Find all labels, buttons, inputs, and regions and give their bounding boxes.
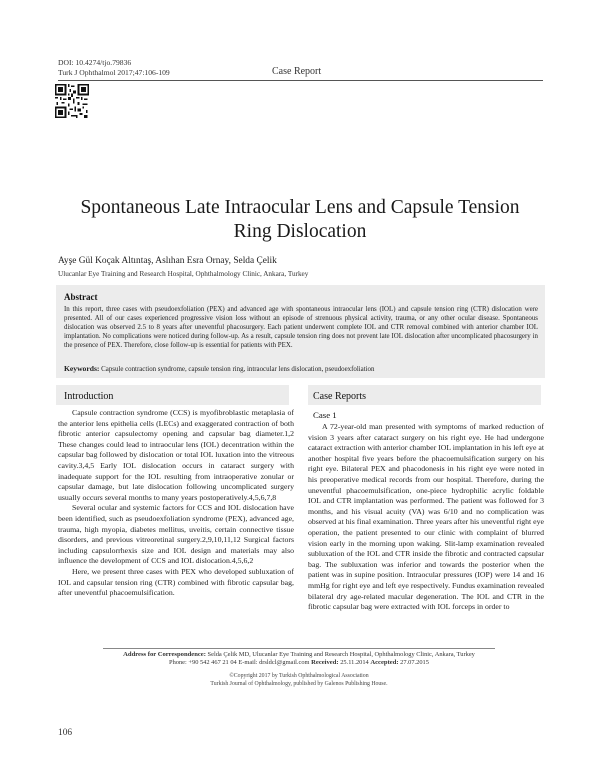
affiliation: Ulucanlar Eye Training and Research Hospital, Ophthalmology Clinic, Ankara, Turkey xyxy=(58,270,309,278)
accepted-date: 27.07.2015 xyxy=(400,659,429,667)
footer-divider xyxy=(103,648,495,649)
section-label: Case Report xyxy=(272,66,322,77)
case-reports-column xyxy=(308,422,544,613)
title-line-1: Spontaneous Late Intraocular Lens and Capsule Tension xyxy=(80,197,520,218)
accepted-label: Accepted: xyxy=(370,659,399,667)
copyright-line-1: ©Copyright 2017 by Turkish Ophthalmological Association xyxy=(229,673,369,679)
abstract-heading: Abstract xyxy=(64,292,98,302)
doi: DOI: 10.4274/tjo.79836 xyxy=(58,58,132,67)
case-reports-heading: Case Reports xyxy=(313,391,367,402)
copyright-line-2: Turkish Journal of Ophthalmology, published by Galenos Publishing House. xyxy=(210,681,388,687)
intro-paragraph-1: Capsule contraction syndrome (CCS) is myofibroblastic metaplasia of the anterior lens epithelia cells (LECs) and exaggerated contraction of both fibrotic anterior capsulectomy opening and capsular bag diameter.1,2 These changes could lead to intraocular lens (IOL) decentration within the capsular bag followed by dislocation or total IOL luxation into the vitreous cavity.3,4,5 Early IOL dislocation occurs in cataract surgery with inadequate support for the IOL resulting from intraoperative zonular or capsular damage, but late dislocation following uncomplicated surgery usually occurs several months to many years postoperatively.4,5,6,7,8 xyxy=(58,408,294,502)
authors: Ayşe Gül Koçak Altıntaş, Aslıhan Esra Ornay, Selda Çelik xyxy=(58,256,277,266)
copyright xyxy=(103,672,495,688)
correspondence xyxy=(103,651,495,668)
keywords-text: Capsule contraction syndrome, capsule tension ring, intraocular lens dislocation, pseudoexfoliation xyxy=(101,366,375,373)
abstract-text: In this report, three cases with pseudoexfoliation (PEX) and advanced age with spontaneous intraocular lens (IOL) and capsule tension ring (CTR) dislocation were presented. All of our cases experienced progressive vision loss without an episode of strenuous physical activity, trauma, or any other ocular disease. Spontaneous dislocation was observed 2.5 to 8 years after uneventful phacosurgery. Each patient underwent complete IOL and CTR removal combined with anterior chamber IOL implantation. No complications were noticed during follow-up. As a result, capsule tension ring does not prevent late IOL dislocation after uncomplicated phacosurgery in the presence of PEX. Therefore, close follow-up is essential for patients with PEX. xyxy=(64,306,538,349)
keywords-label: Keywords: xyxy=(64,364,100,373)
correspondence-label: Address for Correspondence: xyxy=(123,651,206,658)
case-1-paragraph: A 72-year-old man presented with symptoms of marked reduction of vision 3 years after cataract surgery on his right eye. He had undergone cataract extraction with anterior chamber IOL implantation in his left eye at another hospital five years before the phacoemulsification surgery on his right eye. Bilateral PEX and phacodonesis in his right eye were noted in his preoperative medical records from our hospital. Therefore, during the uneventful phacoemulsification, one-piece hydrophilic acrylic foldable IOL and CTR implantation was performed. The patient was followed for 3 months, and his visual acuity (VA) was 6/10 and no complication was observed at his final examination. Three years after his uneventful right eye operation, the patient presented to our clinic with complaint of blurred vision early in the morning upon waking. Slit-lamp examination revealed subluxation of the IOL and CTR inside the fibrotic and contracted capsular bag. The subluxation was inferior and towards the posterior when the patient was in supine position. Intraocular pressures (IOP) were 14 and 16 mmHg for right eye and left eye respectively. Fundus examination revealed bilateral dry age-related macular degeneration. The IOL and CTR in the fibrotic capsular bag were extracted with IOL forceps in order to xyxy=(308,422,544,612)
received-date: 25.11.2014 xyxy=(340,659,369,667)
page-number: 106 xyxy=(58,728,73,738)
phone-email: Phone: +90 542 467 21 04 E-mail: drsldcl@gmail.com xyxy=(169,659,310,667)
case-1-heading: Case 1 xyxy=(313,410,337,420)
introduction-column xyxy=(58,408,294,599)
qr-code-icon xyxy=(55,84,89,118)
citation: Turk J Ophthalmol 2017;47:106-109 xyxy=(58,68,170,77)
correspondence-text: Selda Çelik MD, Ulucanlar Eye Training and Research Hospital, Ophthalmology Clinic, Ankara, Turkey xyxy=(207,651,475,658)
received-label: Received: xyxy=(311,659,339,667)
introduction-heading: Introduction xyxy=(64,391,114,402)
article-title xyxy=(40,196,560,244)
intro-paragraph-3: Here, we present three cases with PEX who developed subluxation of IOL and capsular tension ring (CTR) combined with fibrotic capsular bag, after uneventful phacoemulsification. xyxy=(58,566,294,598)
header-meta xyxy=(58,58,170,78)
title-line-2: Ring Dislocation xyxy=(233,221,367,242)
header-divider xyxy=(58,80,543,81)
keywords xyxy=(64,364,538,374)
intro-paragraph-2: Several ocular and systemic factors for CCS and IOL dislocation have been identified, such as pseudoexfoliation syndrome (PEX), advanced age, trauma, high myopia, diabetes mellitus, uveitis, certain connective tissue disorders, and previous vitreoretinal surgery.2,9,10,11,12 Surgical factors including capsulorrhexis size and IOL design and materials may also influence the development of CCS and IOL dislocation.4,5,6,2 xyxy=(58,503,294,566)
